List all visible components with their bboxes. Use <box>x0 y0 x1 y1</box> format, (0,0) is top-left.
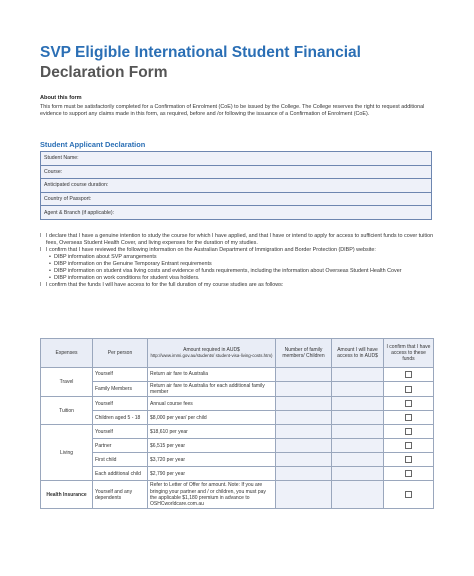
members-input[interactable] <box>276 411 332 425</box>
passport-country-field[interactable]: Country of Passport: <box>41 192 432 206</box>
access-amount-input[interactable] <box>332 467 384 481</box>
declaration-line-3: I confirm that the funds I will have access to for the full duration of my course studies are as follows: <box>46 282 284 288</box>
declaration-line-2: I confirm that I have reviewed the following information on the Australian Department of Immigration and Border Protection (DIBP) website: <box>46 247 376 253</box>
members-input[interactable] <box>276 368 332 382</box>
student-section-heading: Student Applicant Declaration <box>40 140 146 149</box>
col-header-confirm: I confirm that I have access to these funds <box>384 339 434 368</box>
confirm-checkbox[interactable] <box>405 400 412 407</box>
table-row: First child $3,720 per year <box>41 453 434 467</box>
declaration-line-1: I declare that I have a genuine intention to study the course for which I have applied, and that I have or intend to apply for access to sufficient funds to cover tuition fees, Overseas Student Health Cover, and living expenses for the duration of my studies. <box>46 233 434 246</box>
members-input[interactable] <box>276 481 332 509</box>
student-info-table <box>40 151 432 220</box>
table-row: Partner $6,515 per year <box>41 439 434 453</box>
course-field[interactable]: Course: <box>41 165 432 179</box>
declaration-item: l I confirm that I have reviewed the following information on the Australian Department of Immigration and Border Protection (DIBP) website: <box>40 247 376 253</box>
about-heading: About this form <box>40 95 82 101</box>
living-costs-link[interactable]: http://www.immi.gov.au/students/ student-visa-living-costs.htm) <box>150 353 273 358</box>
col-header-amount: Amount required in AUD$ http://www.immi.gov.au/students/ student-visa-living-costs.htm) <box>148 339 276 368</box>
table-row: Living Yourself $18,610 per year <box>41 425 434 439</box>
access-amount-input[interactable] <box>332 425 384 439</box>
access-amount-input[interactable] <box>332 439 384 453</box>
agent-branch-field[interactable]: Agent & Branch (if applicable): <box>41 206 432 220</box>
declaration-bullet: • DIBP information on the Genuine Temporary Entrant requirements <box>49 261 212 267</box>
declaration-bullet: • DIBP information on student visa living costs and evidence of funds requirements, including the information about Overseas Student Health Cover <box>49 268 402 274</box>
funds-table <box>40 338 434 509</box>
confirm-checkbox[interactable] <box>405 491 412 498</box>
confirm-checkbox[interactable] <box>405 371 412 378</box>
expense-travel: Travel <box>41 368 93 397</box>
access-amount-input[interactable] <box>332 481 384 509</box>
table-row: Family Members Return air fare to Australia for each additional family member <box>41 382 434 397</box>
access-amount-input[interactable] <box>332 368 384 382</box>
table-row: Health Insurance Yourself and any dependents Refer to Letter of Offer for amount. Note: If you are bringing your partner and / or children, you must pay the applicable $1,180 premium in advance to OSHCworldcare.com.au <box>41 481 434 509</box>
table-row: Each additional child $2,790 per year <box>41 467 434 481</box>
members-input[interactable] <box>276 439 332 453</box>
declaration-item: l I confirm that the funds I will have access to for the full duration of my course studies are as follows: <box>40 282 284 288</box>
confirm-checkbox[interactable] <box>405 414 412 421</box>
access-amount-input[interactable] <box>332 453 384 467</box>
table-row: Children aged 5 - 18 $8,000 per year/ per child <box>41 411 434 425</box>
expense-living: Living <box>41 425 93 481</box>
table-row: Travel Yourself Return air fare to Australia <box>41 368 434 382</box>
col-header-members: Number of family members/ Children <box>276 339 332 368</box>
members-input[interactable] <box>276 425 332 439</box>
members-input[interactable] <box>276 467 332 481</box>
student-name-field[interactable]: Student Name: <box>41 152 432 166</box>
form-title-line-2: Declaration Form <box>40 64 168 81</box>
members-input[interactable] <box>276 397 332 411</box>
declaration-bullet: • DIBP information on work conditions for student visa holders. <box>49 275 200 281</box>
table-row: Tuition Yourself Annual course fees <box>41 397 434 411</box>
confirm-checkbox[interactable] <box>405 428 412 435</box>
declaration-list <box>40 233 435 289</box>
col-header-per-person: Per person <box>93 339 148 368</box>
confirm-checkbox[interactable] <box>405 386 412 393</box>
members-input[interactable] <box>276 453 332 467</box>
members-input[interactable] <box>276 382 332 397</box>
about-text: This form must be satisfactorily completed for a Confirmation of Enrolment (CoE) to be issued by the College. The College reserves the right to request additional evidence to support any claims made in this form, as required, before and /or following the issuance of a Confirmation of Enrolment (CoE). <box>40 104 425 117</box>
form-title-line-1: SVP Eligible International Student Financial <box>40 44 361 61</box>
declaration-item: l I declare that I have a genuine intention to study the course for which I have applied, and that I have or intend to apply for access to sufficient funds to cover tuition fees, Overseas Student Health Cover, and living expenses for the duration of my studies. <box>40 233 434 246</box>
confirm-checkbox[interactable] <box>405 470 412 477</box>
confirm-checkbox[interactable] <box>405 442 412 449</box>
expense-tuition: Tuition <box>41 397 93 425</box>
declaration-bullet: • DIBP information about SVP arrangements <box>49 254 157 260</box>
access-amount-input[interactable] <box>332 382 384 397</box>
access-amount-input[interactable] <box>332 411 384 425</box>
col-header-access: Amount I will have access to in AUD$ <box>332 339 384 368</box>
course-duration-field[interactable]: Anticipated course duration: <box>41 179 432 193</box>
col-header-expenses: Expenses <box>41 339 93 368</box>
expense-health-insurance: Health Insurance <box>41 481 93 509</box>
access-amount-input[interactable] <box>332 397 384 411</box>
confirm-checkbox[interactable] <box>405 456 412 463</box>
